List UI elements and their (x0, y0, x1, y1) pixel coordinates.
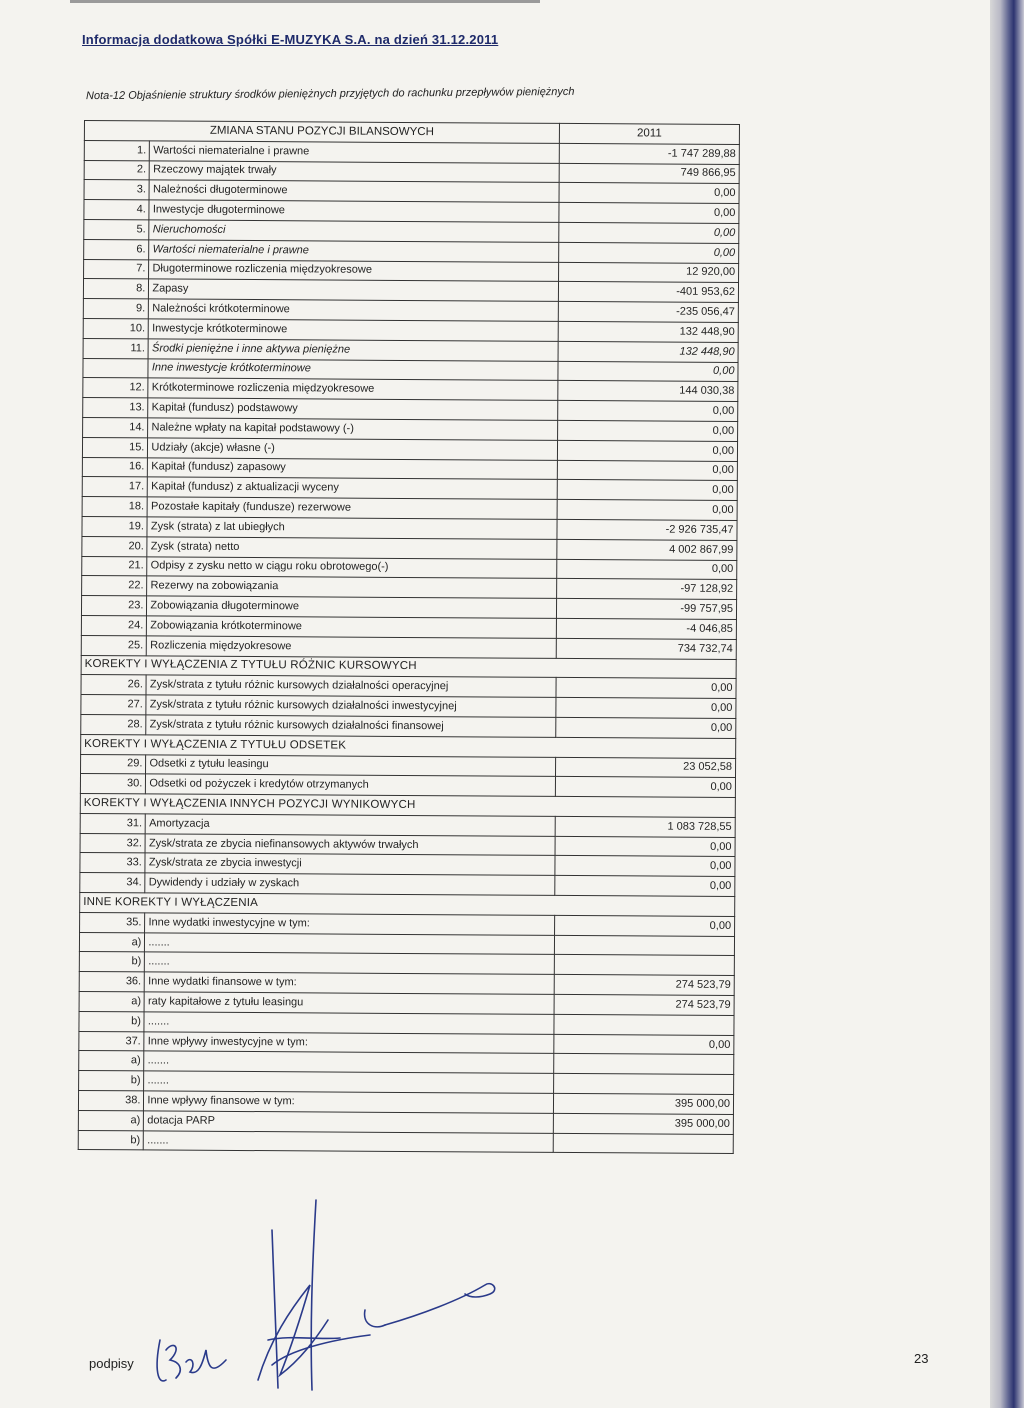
row-number: 14. (83, 417, 149, 437)
row-number: 25. (81, 635, 147, 655)
row-value: 0,00 (558, 401, 738, 422)
row-number: a) (78, 1110, 144, 1130)
row-number: 9. (83, 299, 149, 319)
row-value: 0,00 (555, 777, 735, 798)
row-number: 27. (81, 695, 147, 715)
row-label: Udziały (akcje) własne (-) (148, 438, 558, 460)
row-label: Nieruchomości (149, 220, 559, 242)
scan-edge (990, 0, 1024, 1408)
row-value (553, 1133, 733, 1154)
row-value: 395 000,00 (553, 1113, 733, 1134)
row-value: -2 926 735,47 (557, 519, 737, 540)
row-number: 34. (80, 873, 146, 893)
signatures-label: podpisy (89, 1356, 134, 1371)
row-number: b) (79, 952, 145, 972)
row-label: Inne inwestycje krótkoterminowe (148, 358, 558, 380)
row-label: ....... (144, 1071, 554, 1093)
row-label: Wartości niematerialne i prawne (150, 141, 560, 163)
row-number: 18. (82, 497, 148, 517)
row-number: 7. (84, 259, 150, 279)
row-value: 734 732,74 (556, 638, 736, 659)
row-value: 0,00 (556, 698, 736, 719)
row-number: 22. (82, 576, 148, 596)
row-value: 0,00 (559, 203, 739, 224)
row-label: ....... (144, 1131, 554, 1153)
row-number: a) (79, 1051, 145, 1071)
balance-change-table (78, 120, 740, 1154)
row-number: 6. (84, 239, 150, 259)
page-header-title: Informacja dodatkowa Spółki E-MUZYKA S.A. na dzień 31.12.2011 (82, 32, 499, 47)
row-label: Zobowiązania długoterminowe (147, 596, 557, 618)
row-label: dotacja PARP (144, 1111, 554, 1133)
row-number: 29. (81, 754, 147, 774)
row-label: raty kapitałowe z tytułu leasingu (144, 992, 554, 1014)
row-number: 36. (79, 972, 145, 992)
row-number: 17. (82, 477, 148, 497)
row-value: -401 953,62 (558, 282, 738, 303)
row-number: 24. (81, 615, 147, 635)
row-number: a) (79, 932, 145, 952)
row-number: 16. (82, 457, 148, 477)
row-value (554, 955, 734, 976)
row-value: 23 052,58 (555, 757, 735, 778)
row-label: Amortyzacja (146, 814, 556, 836)
row-value: 395 000,00 (553, 1093, 733, 1114)
page-number: 23 (914, 1351, 929, 1366)
row-label: Inwestycje długoterminowe (149, 200, 559, 222)
row-label: Pozostałe kapitały (fundusze) rezerwowe (147, 497, 557, 519)
row-value: 0,00 (555, 836, 735, 857)
handwritten-signatures (140, 1190, 520, 1400)
row-label: Zysk/strata ze zbycia niefinansowych aktywów trwałych (145, 834, 555, 856)
row-label: Zysk (strata) netto (147, 537, 557, 559)
note-title: Nota-12 Objaśnienie struktury środków pieniężnych przyjętych do rachunku przepływów pieniężnych (85, 85, 575, 103)
section-header: INNE KOREKTY I WYŁĄCZENIA (80, 893, 735, 917)
row-label: Należności krótkoterminowe (149, 299, 559, 321)
table-body (78, 140, 739, 1154)
row-label: Zapasy (149, 279, 559, 301)
row-number: 35. (80, 912, 146, 932)
row-number: 8. (83, 279, 149, 299)
row-value: 0,00 (554, 1034, 734, 1055)
row-label: Wartości niematerialne i prawne (149, 240, 559, 262)
section-header: KOREKTY I WYŁĄCZENIA Z TYTUŁU RÓŻNIC KURSOWYCH (81, 655, 736, 679)
row-number: 23. (81, 596, 147, 616)
row-value: 274 523,79 (554, 994, 734, 1015)
header-label: ZMIANA STANU POZYCJI BILANSOWYCH (84, 121, 559, 144)
row-number: 3. (84, 180, 150, 200)
row-number: 1. (84, 140, 150, 160)
row-value: 749 866,95 (559, 163, 739, 184)
header-year: 2011 (559, 123, 739, 144)
row-number: 4. (84, 200, 150, 220)
row-value (554, 935, 734, 956)
table-row (78, 1130, 733, 1154)
row-value: -99 757,95 (556, 599, 736, 620)
row-value (553, 1074, 733, 1095)
row-number: 32. (80, 833, 146, 853)
row-label: Zobowiązania krótkoterminowe (147, 616, 557, 638)
row-number: 12. (83, 378, 149, 398)
row-value: 0,00 (559, 242, 739, 263)
row-number: 26. (81, 675, 147, 695)
row-label: Należne wpłaty na kapitał podstawowy (-) (148, 418, 558, 440)
row-label: Odpisy z zysku netto w ciągu roku obrotowego(-) (147, 556, 557, 578)
row-value: 12 920,00 (558, 262, 738, 283)
section-header: KOREKTY I WYŁĄCZENIA INNYCH POZYCJI WYNIKOWYCH (80, 794, 735, 818)
row-value: 144 030,38 (558, 381, 738, 402)
row-value: 132 448,90 (558, 341, 738, 362)
row-label: Krótkoterminowe rozliczenia międzyokresowe (148, 378, 558, 400)
row-number: b) (79, 1011, 145, 1031)
row-value: 274 523,79 (554, 975, 734, 996)
row-value: -235 056,47 (558, 302, 738, 323)
row-label: Odsetki od pożyczek i kredytów otrzymanych (146, 774, 556, 796)
row-label: Zysk/strata z tytułu różnic kursowych działalności inwestycyjnej (146, 695, 556, 717)
row-value: 0,00 (557, 440, 737, 461)
row-number: b) (79, 1071, 145, 1091)
row-number: 13. (83, 398, 149, 418)
row-number: 38. (78, 1091, 144, 1111)
row-label: Należności długoterminowe (149, 180, 559, 202)
row-number (83, 358, 149, 378)
row-label: Zysk/strata ze zbycia inwestycji (145, 853, 555, 875)
row-label: Rzeczowy majątek trwały (150, 160, 560, 182)
row-value: 0,00 (556, 678, 736, 699)
row-number: 5. (84, 219, 150, 239)
scan-top-strip (70, 0, 540, 3)
row-label: Rozliczenia międzyokresowe (147, 636, 557, 658)
row-label: Rezerwy na zobowiązania (147, 576, 557, 598)
row-label: Inne wydatki finansowe w tym: (145, 972, 555, 994)
row-value: -97 128,92 (556, 579, 736, 600)
row-value: 0,00 (559, 183, 739, 204)
row-value: 1 083 728,55 (555, 816, 735, 837)
row-number: 28. (81, 714, 147, 734)
row-label: Środki pieniężne i inne aktywa pieniężne (148, 339, 558, 361)
row-label: ....... (145, 952, 555, 974)
row-number: 20. (82, 536, 148, 556)
row-value: 0,00 (557, 480, 737, 501)
row-label: Zysk/strata z tytułu różnic kursowych działalności finansowej (146, 715, 556, 737)
row-value (554, 1014, 734, 1035)
row-number: 19. (82, 516, 148, 536)
row-value: 0,00 (557, 559, 737, 580)
row-label: ....... (144, 1051, 554, 1073)
row-value: 132 448,90 (558, 321, 738, 342)
row-number: 37. (79, 1031, 145, 1051)
row-number: 10. (83, 318, 149, 338)
row-label: Inne wpływy inwestycyjne w tym: (144, 1032, 554, 1054)
row-label: Długoterminowe rozliczenia międzyokresowe (149, 259, 559, 281)
row-value: 0,00 (558, 361, 738, 382)
row-label: Inne wydatki inwestycyjne w tym: (145, 913, 555, 935)
row-label: Kapitał (fundusz) podstawowy (148, 398, 558, 420)
row-label: Inwestycje krótkoterminowe (149, 319, 559, 341)
row-label: Odsetki z tytułu leasingu (146, 754, 556, 776)
row-value: 0,00 (557, 420, 737, 441)
row-value: 0,00 (559, 222, 739, 243)
row-number: a) (79, 992, 145, 1012)
row-value: -1 747 289,88 (559, 143, 739, 164)
row-number: 2. (84, 160, 150, 180)
row-number: 31. (80, 813, 146, 833)
row-value: 0,00 (557, 500, 737, 521)
row-number: 15. (82, 437, 148, 457)
row-label: ....... (144, 1012, 554, 1034)
row-label: Zysk/strata z tytułu różnic kursowych działalności operacyjnej (146, 675, 556, 697)
row-label: Zysk (strata) z lat ubiegłych (147, 517, 557, 539)
section-header: KOREKTY I WYŁĄCZENIA Z TYTUŁU ODSETEK (81, 734, 736, 758)
row-label: Inne wpływy finansowe w tym: (144, 1091, 554, 1113)
row-number: 30. (80, 774, 146, 794)
row-number: b) (78, 1130, 144, 1150)
row-value: 0,00 (554, 915, 734, 936)
row-label: Kapitał (fundusz) zapasowy (148, 457, 558, 479)
row-value: -4 046,85 (556, 618, 736, 639)
row-value: 0,00 (557, 460, 737, 481)
row-label: ....... (145, 933, 555, 955)
row-value: 0,00 (556, 717, 736, 738)
row-value: 0,00 (555, 876, 735, 897)
row-number: 11. (83, 338, 149, 358)
row-value: 0,00 (555, 856, 735, 877)
row-label: Dywidendy i udziały w zyskach (145, 873, 555, 895)
row-value: 4 002 867,99 (557, 539, 737, 560)
row-value (554, 1054, 734, 1075)
row-number: 33. (80, 853, 146, 873)
row-number: 21. (82, 556, 148, 576)
row-label: Kapitał (fundusz) z aktualizacji wyceny (148, 477, 558, 499)
